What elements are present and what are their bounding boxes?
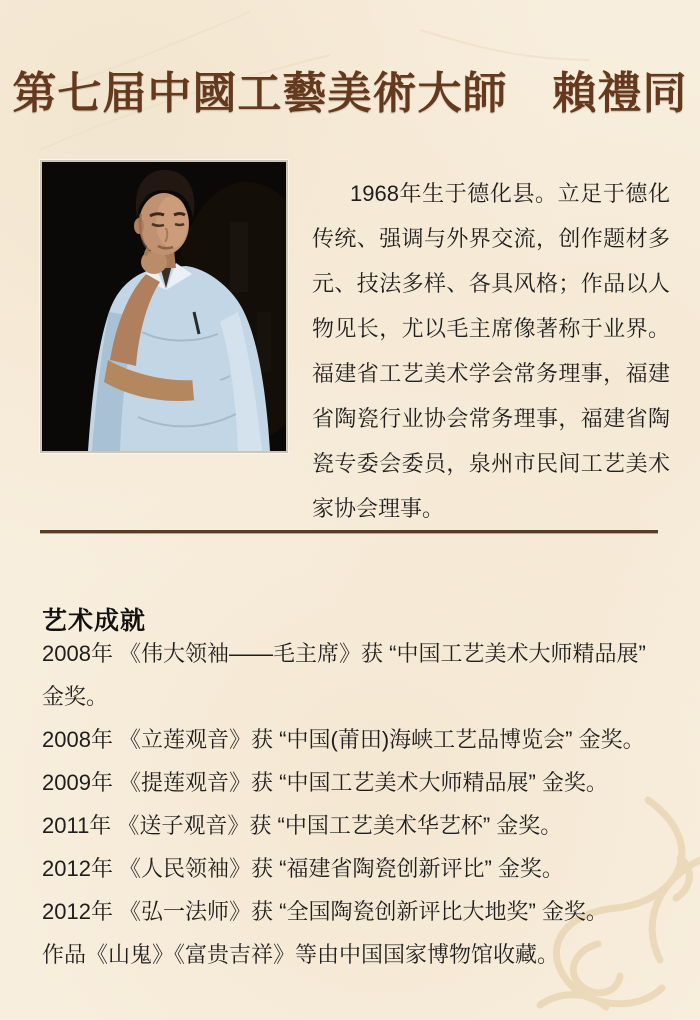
biography-text: 1968年生于德化县。立足于德化传统、强调与外界交流，创作题材多元、技法多样、各具风格；作品以人物见长，尤以毛主席像著称于业界。福建省工艺美术学会常务理事，福建省陶瓷行业协会常务理事，福建省陶瓷专委会委员，泉州市民间工艺美术家协会理事。 — [312, 181, 670, 521]
achievement-item: 2012年 《弘一法师》获 “全国陶瓷创新评比大地奖” 金奖。 — [42, 899, 608, 924]
achievement-item: 2011年 《送子观音》获 “中国工艺美术华艺杯” 金奖。 — [42, 813, 563, 838]
portrait-illustration — [42, 162, 286, 451]
page-title: 第七届中國工藝美術大師 賴禮同 — [12, 68, 688, 120]
achievement-item: 2008年 《立莲观音》获 “中国(莆田)海峡工艺品博览会” 金奖。 — [42, 727, 645, 752]
master-portrait-photo — [40, 160, 288, 453]
achievement-item: 作品《山鬼》《富贵吉祥》等由中国国家博物馆收藏。 — [42, 942, 560, 967]
achievements-list — [42, 632, 672, 976]
achievement-item: 2009年 《提莲观音》获 “中国工艺美术大师精品展” 金奖。 — [42, 770, 608, 795]
achievements-heading: 艺术成就 — [42, 606, 147, 635]
achievement-item: 2012年 《人民领袖》获 “福建省陶瓷创新评比” 金奖。 — [42, 856, 564, 881]
section-divider — [40, 530, 658, 534]
achievement-item: 2008年 《伟大领袖——毛主席》获 “中国工艺美术大师精品展” 金奖。 — [42, 641, 646, 709]
